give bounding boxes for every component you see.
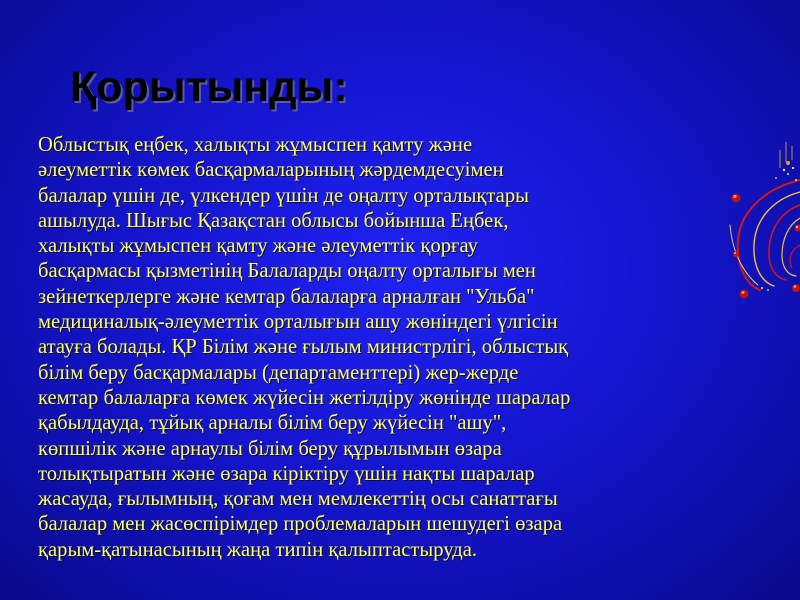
ornament-chandelier-icon <box>700 50 800 310</box>
slide-title: Қорытынды: <box>70 63 348 111</box>
slide-body-text: Облыстық еңбек, халықты жұмыспен қамту және әлеуметтік көмек басқармаларының жәрдемдесуімен балалар үшін де, үлкендер үшін де оңалту орталықтары ашылуда. Шығыс Қазақстан облысы бойынша Еңбек, халықты жұмыспен қамту және әлеуметтік қорғау басқармасы қызметінің Балаларды оңалту орталығы мен зейнеткерлерге және кемтар балаларға арналған "Ульба" медициналық-әлеуметтік орталығын ашу жөніндегі үлгісін атауға болады. ҚР Білім және ғылым министрлігі, облыстық білім беру басқармалары (департаменттері) жер-жерде кемтар балаларға көмек жүйесін жетілдіру жөнінде шаралар қабылдауда, тұйық арналы білім беру жүйесін "ашу", көпшілік және арнаулы білім беру құрылымын өзара толықтыратын және өзара кіріктіру үшін нақты шаралар жасауда, ғылымның, қоғам мен мемлекеттің осы санаттағы балалар мен жасөспірімдер проблемаларын шешудегі өзара қарым-қатынасының жаңа типін қалыптастыруда. <box>38 134 571 561</box>
